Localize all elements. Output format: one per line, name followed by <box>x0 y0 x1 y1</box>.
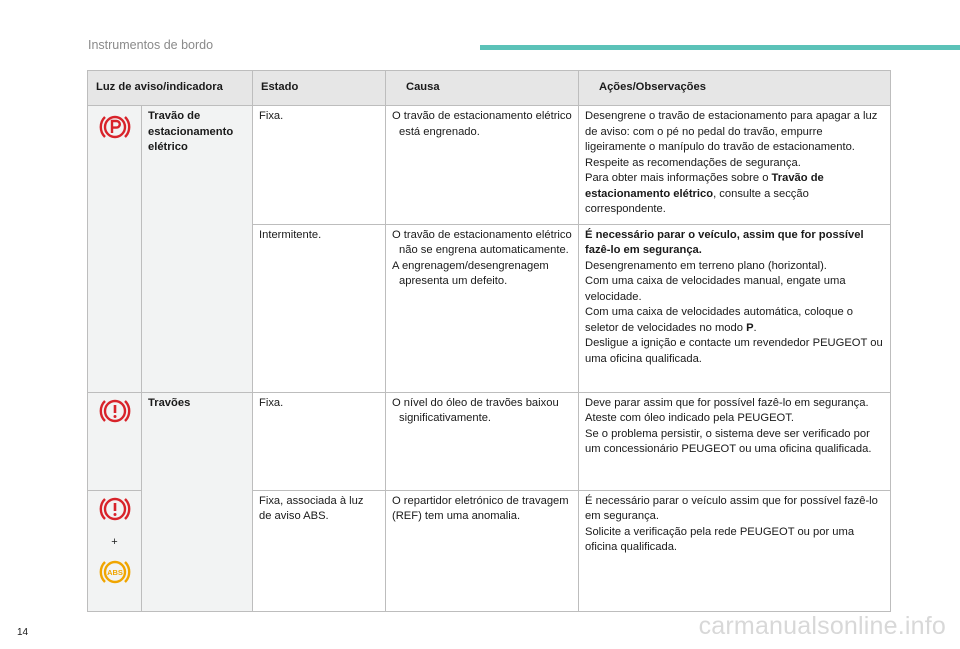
icon-cell <box>88 106 142 393</box>
page-number: 14 <box>17 627 29 638</box>
abs-icon-label: ABS <box>106 567 123 577</box>
name-cell-brakes: Travões <box>142 392 253 611</box>
estado-cell: Fixa. <box>253 392 386 490</box>
column-header-estado: Estado <box>253 71 386 106</box>
header-accent-bar <box>480 45 960 50</box>
section-title: Instrumentos de bordo <box>88 38 214 52</box>
watermark: carmanualsonline.info <box>698 612 946 640</box>
table-row <box>88 392 891 490</box>
name-cell-parking-brake: Travão de estacionamento elétrico <box>142 106 253 393</box>
icon-cell <box>88 392 142 490</box>
acoes-cell: Desengrene o travão de estacionamento para apagar a luz de aviso: com o pé no pedal do travão, empurre ligeiramente o manípulo do travão de estacionamento. Respeite as recomendações de segurança. Para obter mais informações sobre o Travão de estacionamento elétrico, consulte a secção correspondente. <box>579 106 891 225</box>
icon-cell <box>88 490 142 611</box>
column-header-causa: Causa <box>386 71 579 106</box>
acoes-cell: É necessário parar o veículo assim que for possível fazê-lo em segurança. Solicite a verificação pela rede PEUGEOT ou por uma oficina qualificada. <box>579 490 891 611</box>
brake-warning-icon <box>94 494 135 530</box>
parking-brake-icon <box>98 112 132 148</box>
causa-cell: O travão de estacionamento elétrico está engrenado. <box>386 106 579 225</box>
acoes-cell: Deve parar assim que for possível fazê-lo em segurança. Ateste com óleo indicado pela PEUGEOT. Se o problema persistir, o sistema deve ser verificado por um concessionário PEUGEOT ou uma oficina qualificada. <box>579 392 891 490</box>
abs-warning-icon <box>94 557 135 593</box>
table-row <box>88 106 891 225</box>
estado-cell: Fixa, associada à luz de aviso ABS. <box>253 490 386 611</box>
causa-cell: O repartidor eletrónico de travagem (REF) tem uma anomalia. <box>386 490 579 611</box>
acoes-cell: É necessário parar o veículo, assim que for possível fazê-lo em segurança. Desengrenamento em terreno plano (horizontal). Com uma caixa de velocidades manual, engate uma velocidade. Com uma caixa de velocidades automática, coloque o seletor de velocidades no modo P. Desligue a ignição e contacte um revendedor PEUGEOT ou uma oficina qualificada. <box>579 224 891 392</box>
plus-sign: + <box>111 536 118 548</box>
causa-cell: O travão de estacionamento elétrico não se engrena automaticamente. A engrenagem/desengrenagem apresenta um defeito. <box>386 224 579 392</box>
column-header-luz: Luz de aviso/indicadora <box>88 71 253 106</box>
estado-cell: Intermitente. <box>253 224 386 392</box>
estado-cell: Fixa. <box>253 106 386 225</box>
brake-warning-icon <box>98 396 132 432</box>
table-header-row <box>88 71 891 106</box>
causa-cell: O nível do óleo de travões baixou significativamente. <box>386 392 579 490</box>
warning-lights-table <box>87 70 891 612</box>
column-header-acoes: Ações/Observações <box>579 71 891 106</box>
